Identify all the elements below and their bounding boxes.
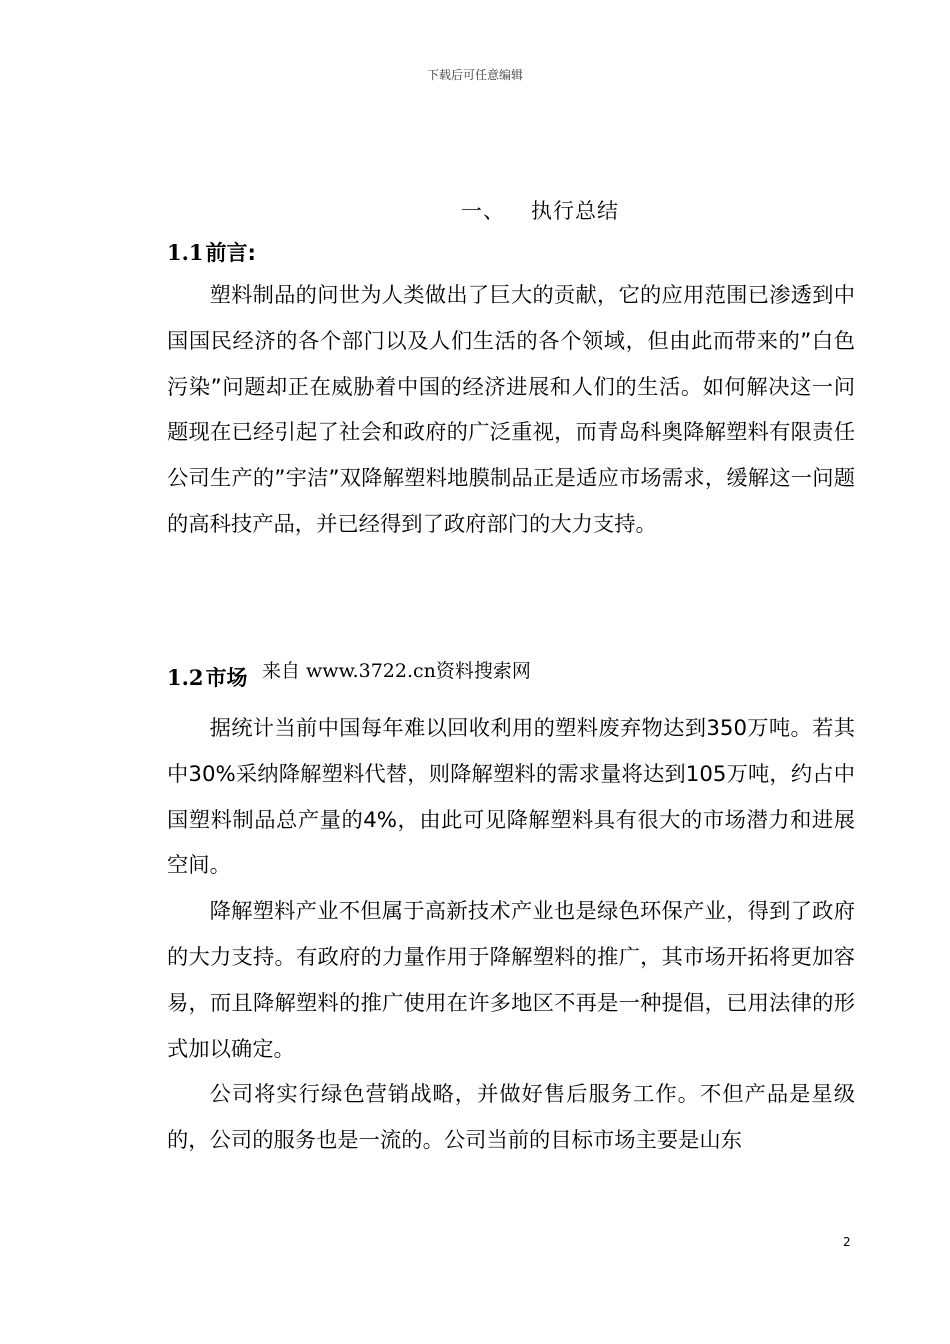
section-number: 1.2 <box>167 665 204 690</box>
source-watermark-note: 来自 www.3722.cn资料搜索网 <box>262 660 531 682</box>
paragraph: 塑料制品的问世为人类做出了巨大的贡献，它的应用范围已渗透到中国国民经济的各个部门以及人们生活的各个领域，但由此而带来的”白色污染”问题却正在威胁着中国的经济进展和人们的生活。如何解决这一问题现在已经引起了社会和政府的广泛重视，而青岛科奥降解塑料有限责任公司生产的”宇洁”双降解塑料地膜制品正是适应市场需求，缓解这一问题的高科技产品，并已经得到了政府部门的大力支持。 <box>167 283 855 537</box>
paragraph: 据统计当前中国每年难以回收利用的塑料废弃物达到350万吨。若其中30%采纳降解塑料代替，则降解塑料的需求量将达到105万吨，约占中国塑料制品总产量的4%，由此可见降解塑料具有很大的市场潜力和进展空间。 <box>167 716 855 879</box>
section-body-preface <box>167 273 855 548</box>
paragraph: 降解塑料产业不但属于高新技术产业也是绿色环保产业，得到了政府的大力支持。有政府的力量作用于降解塑料的推广，其市场开拓将更加容易，而且降解塑料的推广使用在许多地区不再是一种提倡，已用法律的形式加以确定。 <box>167 899 855 1062</box>
section-title: 前言: <box>205 241 256 265</box>
header-note: 下载后可任意编辑 <box>426 68 523 82</box>
section-heading-market <box>167 662 248 692</box>
chapter-number: 一、 <box>461 199 505 223</box>
page-number: 2 <box>843 1235 851 1249</box>
chapter-title <box>0 195 950 225</box>
section-number: 1.1 <box>167 240 204 265</box>
section-heading-preface <box>167 237 256 267</box>
section-title: 市场 <box>205 666 248 690</box>
section-body-market <box>167 706 855 1164</box>
paragraph: 公司将实行绿色营销战略，并做好售后服务工作。不但产品是星级的，公司的服务也是一流的。公司当前的目标市场主要是山东 <box>167 1082 855 1154</box>
chapter-title-text: 执行总结 <box>531 199 619 223</box>
